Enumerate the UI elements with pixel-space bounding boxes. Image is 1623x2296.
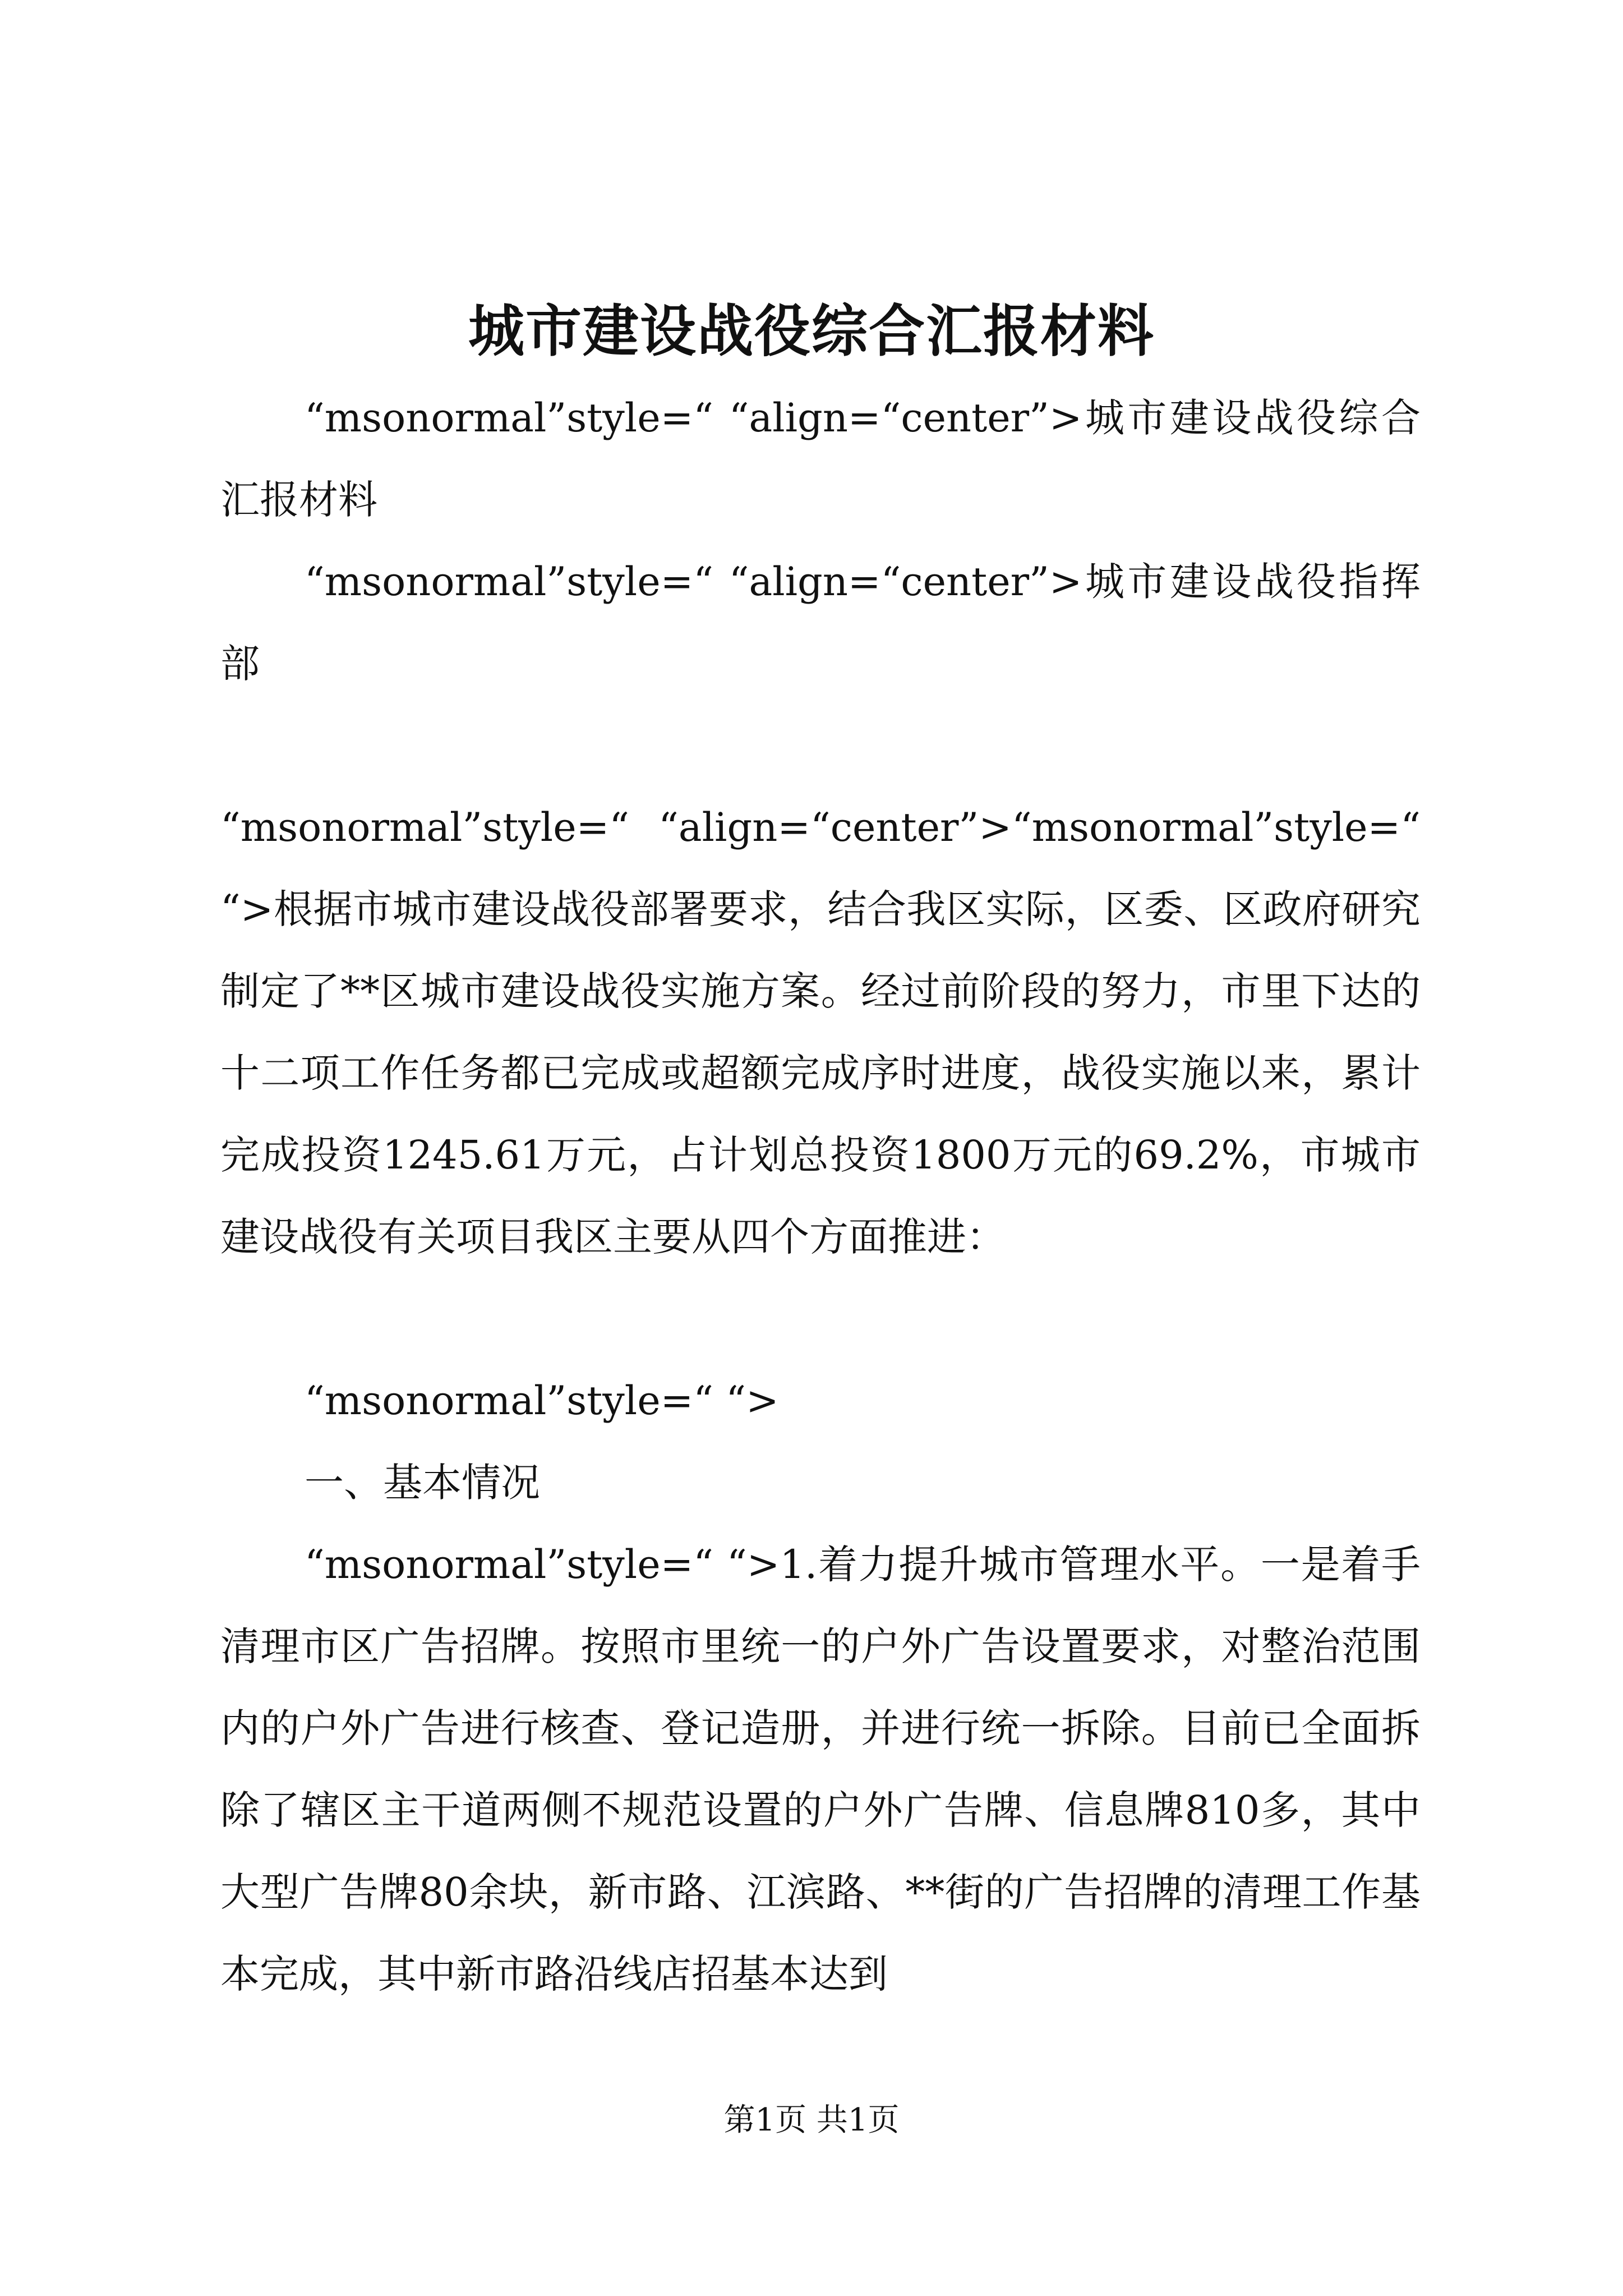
- paragraph-city-management: “msonormal”style=“ “>1.着力提升城市管理水平。一是着手清理市区广告招牌。按照市里统一的户外广告设置要求，对整治范围内的户外广告进行核查、登记造册，并进行统一拆除。目前已全面拆除了辖区主干道两侧不规范设置的户外广告牌、信息牌810多，其中大型广告牌80余块，新市路、江滨路、**街的广告招牌的清理工作基本完成，其中新市路沿线店招基本达到: [220, 1542, 1421, 1997]
- document-title: 城市建设战役综合汇报材料: [468, 298, 1155, 364]
- section-heading-basic: 一、基本情况: [305, 1460, 540, 1506]
- paragraph-intro: “msonormal”style=“ “align=“center”>“msonormal”style=“ “>根据市城市建设战役部署要求，结合我区实际，区委、区政府研究制定了**区城市建设战役实施方案。经过前阶段的努力，市里下达的十二项工作任务都已完成或超额完成序时进度，战役实施以来，累计完成投资1245.61万元，占计划总投资1800万元的69.2%，市城市建设战役有关项目我区主要从四个方面推进：: [220, 804, 1421, 1260]
- paragraph-department: “msonormal”style=“ “align=“center”>城市建设战役指挥部: [220, 559, 1421, 687]
- page-footer: 第1页 共1页: [723, 2102, 900, 2138]
- paragraph-style-code: “msonormal”style=“ “>: [305, 1378, 779, 1424]
- paragraph-heading-code: “msonormal”style=“ “align=“center”>城市建设战役综合汇报材料: [220, 395, 1421, 523]
